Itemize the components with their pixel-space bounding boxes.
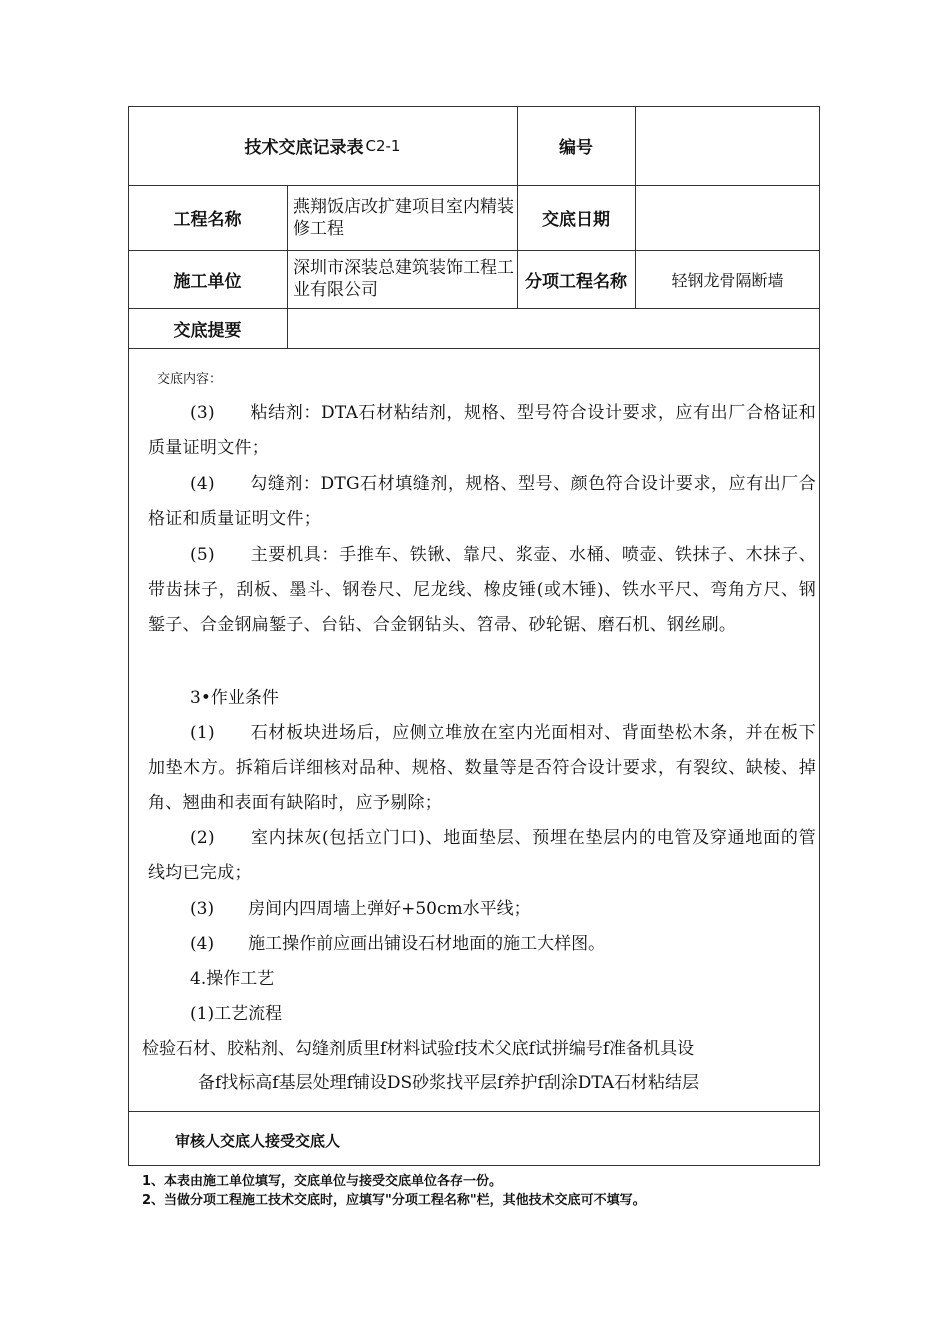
row-divider [128,348,820,349]
project-name-value: 燕翔饭店改扩建项目室内精装修工程 [293,196,514,239]
paragraph-grout: (4) 勾缝剂：DTG石材填缝剂，规格、型号、颜色符合设计要求，应有出厂合格证和质量证明文件； [148,474,816,529]
paragraph-adhesive: (3) 粘结剂：DTA石材粘结剂，规格、型号符合设计要求，应有出厂合格证和质量证明文件； [148,403,816,458]
process-flow-line-2: 备f找标高f基层处理f铺设DS砂浆找平层f养护f刮涂DTA石材粘结层 [198,1073,700,1093]
subproject-label: 分项工程名称 [525,271,627,292]
date-field[interactable] [635,185,820,250]
row-divider [128,1111,820,1112]
contractor-value: 深圳市深装总建筑装饰工程工业有限公司 [293,258,514,300]
form-title-text: 技术交底记录表 [244,138,364,158]
paragraph-tools: (5) 主要机具：手推车、铁锹、靠尺、浆壶、水桶、喷壶、铁抹子、木抹子、带齿抹子，刮板、墨斗、钢卷尺、尼龙线、橡皮锤(或木锤)、铁水平尺、弯角方尺、钢錾子、合金钢扁錾子、台钻、合金钢钻头、笤帚、砂轮锯、磨石机、钢丝刷。 [148,545,816,635]
contractor-label: 施工单位 [173,271,242,292]
signatures-row: 审核人交底人接受交底人 [175,1132,341,1150]
process-flow-line-1: 检验石材、胶粘剂、勾缝剂质里f材料试验f技术父底f试拼编号f准备机具设 [142,1039,695,1059]
section-process-heading: 4.操作工艺 [190,969,275,989]
summary-field[interactable] [287,308,820,348]
paragraph-condition-4: (4) 施工操作前应画出铺设石材地面的施工大样图。 [190,934,606,954]
paragraph-condition-3: (3) 房间内四周墙上弹好+50cm水平线； [190,899,531,919]
note-2: 2、当做分项工程施工技术交底时，应填写"分项工程名称"栏，其他技术交底可不填写。 [142,1193,646,1208]
note-1: 1、本表由施工单位填写，交底单位与接受交底单位各存一份。 [142,1174,503,1189]
paragraph-condition-2: (2) 室内抹灰(包括立门口)、地面垫层、预埋在垫层内的电管及穿通地面的管线均已完成； [148,828,816,883]
summary-label: 交底提要 [173,320,242,341]
number-label: 编号 [559,138,593,158]
section-conditions-heading: 3•作业条件 [190,688,279,708]
form-code: C2-1 [365,136,401,155]
form-title [128,106,517,185]
content-label: 交底内容： [157,372,223,387]
project-name-label: 工程名称 [173,210,242,230]
process-flow-title: (1)工艺流程 [190,1004,283,1024]
subproject-value: 轻钢龙骨隔断墙 [671,270,784,290]
number-field[interactable] [635,106,820,185]
date-label: 交底日期 [542,210,610,230]
paragraph-condition-1: (1) 石材板块进场后，应侧立堆放在室内光面相对、背面垫松木条，并在板下加垫木方。拆箱后详细核对品种、规格、数量等是否符合设计要求，有裂纹、缺棱、掉角、翘曲和表面有缺陷时，应予剔除； [148,723,816,813]
